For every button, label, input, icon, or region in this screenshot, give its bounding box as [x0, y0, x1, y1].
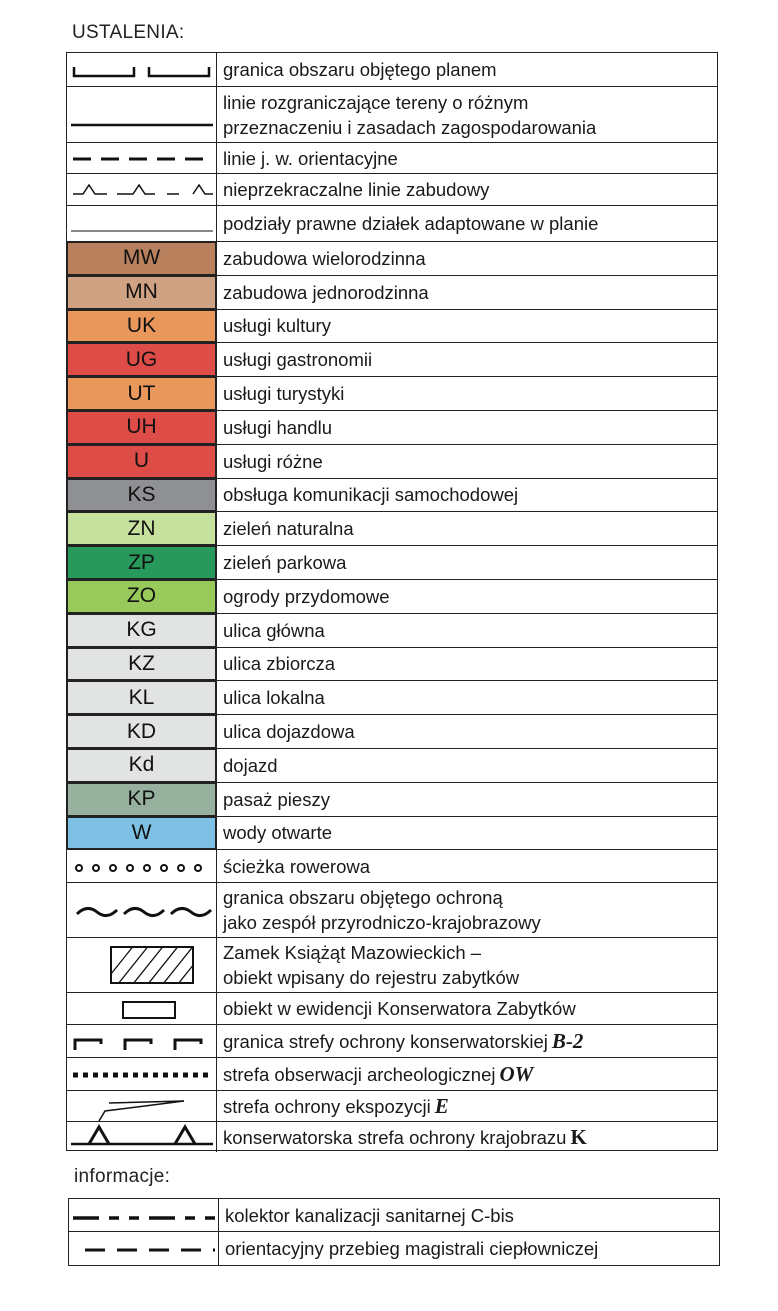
sewer-collector-icon — [69, 1199, 219, 1231]
legend-label: ogrody przydomowe — [223, 585, 390, 607]
legend-label: obiekt w ewidencji Konserwatora Zabytków — [223, 998, 576, 1019]
wave-icon — [67, 883, 217, 937]
legend-label: dojazd — [223, 754, 278, 776]
legend-row-kz — [67, 647, 717, 681]
info-row-sewer — [69, 1199, 719, 1231]
legend-row-kg — [67, 613, 717, 647]
legend-row-plan-boundary — [67, 53, 717, 86]
info-label: orientacyjny przebieg magistrali ciepłowniczej — [225, 1238, 599, 1259]
legend-row-mw — [67, 241, 717, 275]
legend-label: obiekt wpisany do rejestru zabytków — [223, 967, 520, 988]
legend-row-bike-path — [67, 849, 717, 882]
zone-color-swatch — [67, 715, 217, 748]
zone-color-swatch — [67, 614, 217, 647]
zone-code: ZP — [128, 550, 155, 574]
zone-code: W — [131, 820, 152, 844]
legend-label: linie rozgraniczające tereny o różnym — [223, 91, 529, 113]
zone-code: KS — [127, 482, 156, 506]
legend-label: przeznaczeniu i zasadach zagospodarowania — [223, 116, 597, 138]
legend-label: usługi różne — [223, 450, 323, 472]
legend-label: granica strefy ochrony konserwatorskiej — [223, 1030, 548, 1052]
zone-suffix: B-2 — [551, 1028, 584, 1053]
legend-row-uk — [67, 309, 717, 343]
zone-code: UT — [127, 381, 156, 405]
legend-label: ulica lokalna — [223, 687, 325, 709]
legend-label: linie j. w. orientacyjne — [223, 147, 398, 169]
zone-code: Kd — [128, 753, 155, 777]
legend-row-kl — [67, 680, 717, 714]
legend-row-kd — [67, 714, 717, 748]
legend-row-zp — [67, 545, 717, 579]
legend-label: wody otwarte — [223, 822, 332, 844]
legend-label: usługi turystyki — [223, 383, 345, 405]
hatched-rectangle-icon — [67, 938, 217, 992]
legend-label: zabudowa wielorodzinna — [223, 247, 426, 269]
legend-label: podziały prawne działek adaptowane w planie — [223, 213, 599, 234]
legend-label: Zamek Książąt Mazowieckich – — [223, 942, 482, 963]
legend-label: strefa ochrony ekspozycji — [223, 1095, 431, 1117]
landscape-zone-icon — [67, 1122, 217, 1152]
legend-row-building-line — [67, 173, 717, 205]
legend-row-dashed-line — [67, 142, 717, 173]
zone-code: UG — [125, 347, 158, 371]
zone-color-swatch — [67, 310, 217, 343]
conservation-zone-icon — [67, 1025, 217, 1057]
legend-row-solid-line — [67, 86, 717, 142]
legend-label: usługi gastronomii — [223, 349, 373, 371]
zone-color-swatch — [67, 276, 217, 309]
legend-label: pasaż pieszy — [223, 788, 330, 810]
zone-color-swatch — [67, 648, 217, 681]
legend-label: obsługa komunikacji samochodowej — [223, 484, 519, 506]
legend-label: granica obszaru objętego ochroną — [223, 887, 503, 908]
zone-color-swatch — [67, 749, 217, 782]
legend-label: zabudowa jednorodzinna — [223, 281, 429, 303]
zone-color-swatch — [67, 817, 217, 850]
zone-color-swatch — [67, 512, 217, 545]
legend-row-uh — [67, 410, 717, 444]
legend-label: zieleń parkowa — [223, 552, 347, 574]
zone-code: MN — [125, 280, 158, 304]
zone-color-swatch — [67, 343, 217, 376]
zone-code: KZ — [128, 651, 155, 675]
legend-label: strefa obserwacji archeologicznej — [223, 1063, 496, 1085]
zone-code: KG — [126, 618, 157, 642]
solid-line-icon — [67, 87, 217, 142]
zone-color-swatch — [67, 377, 217, 410]
legend-label: nieprzekraczalne linie zabudowy — [223, 179, 490, 200]
legend-row-ks — [67, 478, 717, 512]
legend-table — [66, 52, 718, 1151]
zone-code: ZO — [126, 584, 157, 608]
zone-color-swatch — [67, 411, 217, 444]
legend-row-exposure — [67, 1090, 717, 1121]
info-label: kolektor kanalizacji sanitarnej C-bis — [225, 1204, 514, 1226]
zone-suffix: E — [434, 1093, 449, 1118]
heating-main-icon — [69, 1232, 219, 1265]
zone-suffix: OW — [499, 1061, 534, 1086]
legend-row-u — [67, 444, 717, 478]
exposure-zone-icon — [67, 1091, 217, 1121]
legend-row-landscape — [67, 1121, 717, 1152]
zone-color-swatch — [67, 242, 217, 275]
zone-code: KP — [127, 787, 156, 811]
legend-row-castle — [67, 937, 717, 992]
legend-row-archaeology — [67, 1057, 717, 1090]
zone-code: MW — [122, 246, 161, 270]
zone-code: ZN — [127, 516, 156, 540]
legend-label: granica obszaru objętego planem — [223, 59, 497, 80]
zone-color-swatch — [67, 783, 217, 816]
zone-color-swatch — [67, 445, 217, 478]
zone-color-swatch — [67, 580, 217, 613]
zone-code: UK — [126, 313, 157, 337]
zone-suffix: K — [570, 1124, 587, 1149]
zone-code: KD — [126, 719, 157, 743]
legend-label: jako zespół przyrodniczo-krajobrazowy — [223, 912, 541, 933]
legend-label: konserwatorska strefa ochrony krajobrazu — [223, 1126, 567, 1148]
rectangle-icon — [67, 993, 217, 1024]
building-line-icon — [67, 174, 217, 205]
legend-row-registered-object — [67, 992, 717, 1024]
legend-row-kp — [67, 782, 717, 816]
info-row-heating — [69, 1231, 719, 1265]
zone-code: UH — [126, 415, 157, 439]
plan-boundary-icon — [67, 53, 217, 86]
legend-label: ulica dojazdowa — [223, 721, 355, 743]
dotted-square-line-icon — [67, 1058, 217, 1090]
legend-row-kd — [67, 748, 717, 782]
legend-label: usługi handlu — [223, 416, 333, 438]
legend-label: zieleń naturalna — [223, 518, 354, 540]
legend-row-ut — [67, 376, 717, 410]
zone-color-swatch — [67, 479, 217, 512]
legend-label: ulica główna — [223, 619, 325, 641]
legend-row-ug — [67, 342, 717, 376]
legend-label: ulica zbiorcza — [223, 653, 336, 675]
zone-code: U — [133, 449, 150, 473]
legend-heading: USTALENIA: — [72, 22, 185, 43]
legend-row-zo — [67, 579, 717, 613]
info-table — [68, 1198, 720, 1266]
zone-code: KL — [128, 685, 155, 709]
legend-label: usługi kultury — [223, 315, 331, 337]
zone-color-swatch — [67, 681, 217, 714]
dashed-line-icon — [67, 143, 217, 173]
legend-row-conservation-zone — [67, 1024, 717, 1057]
legend-row-mn — [67, 275, 717, 309]
legend-row-w — [67, 816, 717, 850]
zone-color-swatch — [67, 546, 217, 579]
legend-row-thin-line — [67, 205, 717, 241]
thin-line-icon — [67, 206, 217, 241]
legend-row-nature-protection — [67, 882, 717, 937]
info-heading: informacje: — [74, 1166, 171, 1187]
bike-path-icon — [67, 850, 217, 882]
legend-row-zn — [67, 511, 717, 545]
legend-label: ścieżka rowerowa — [223, 855, 371, 877]
